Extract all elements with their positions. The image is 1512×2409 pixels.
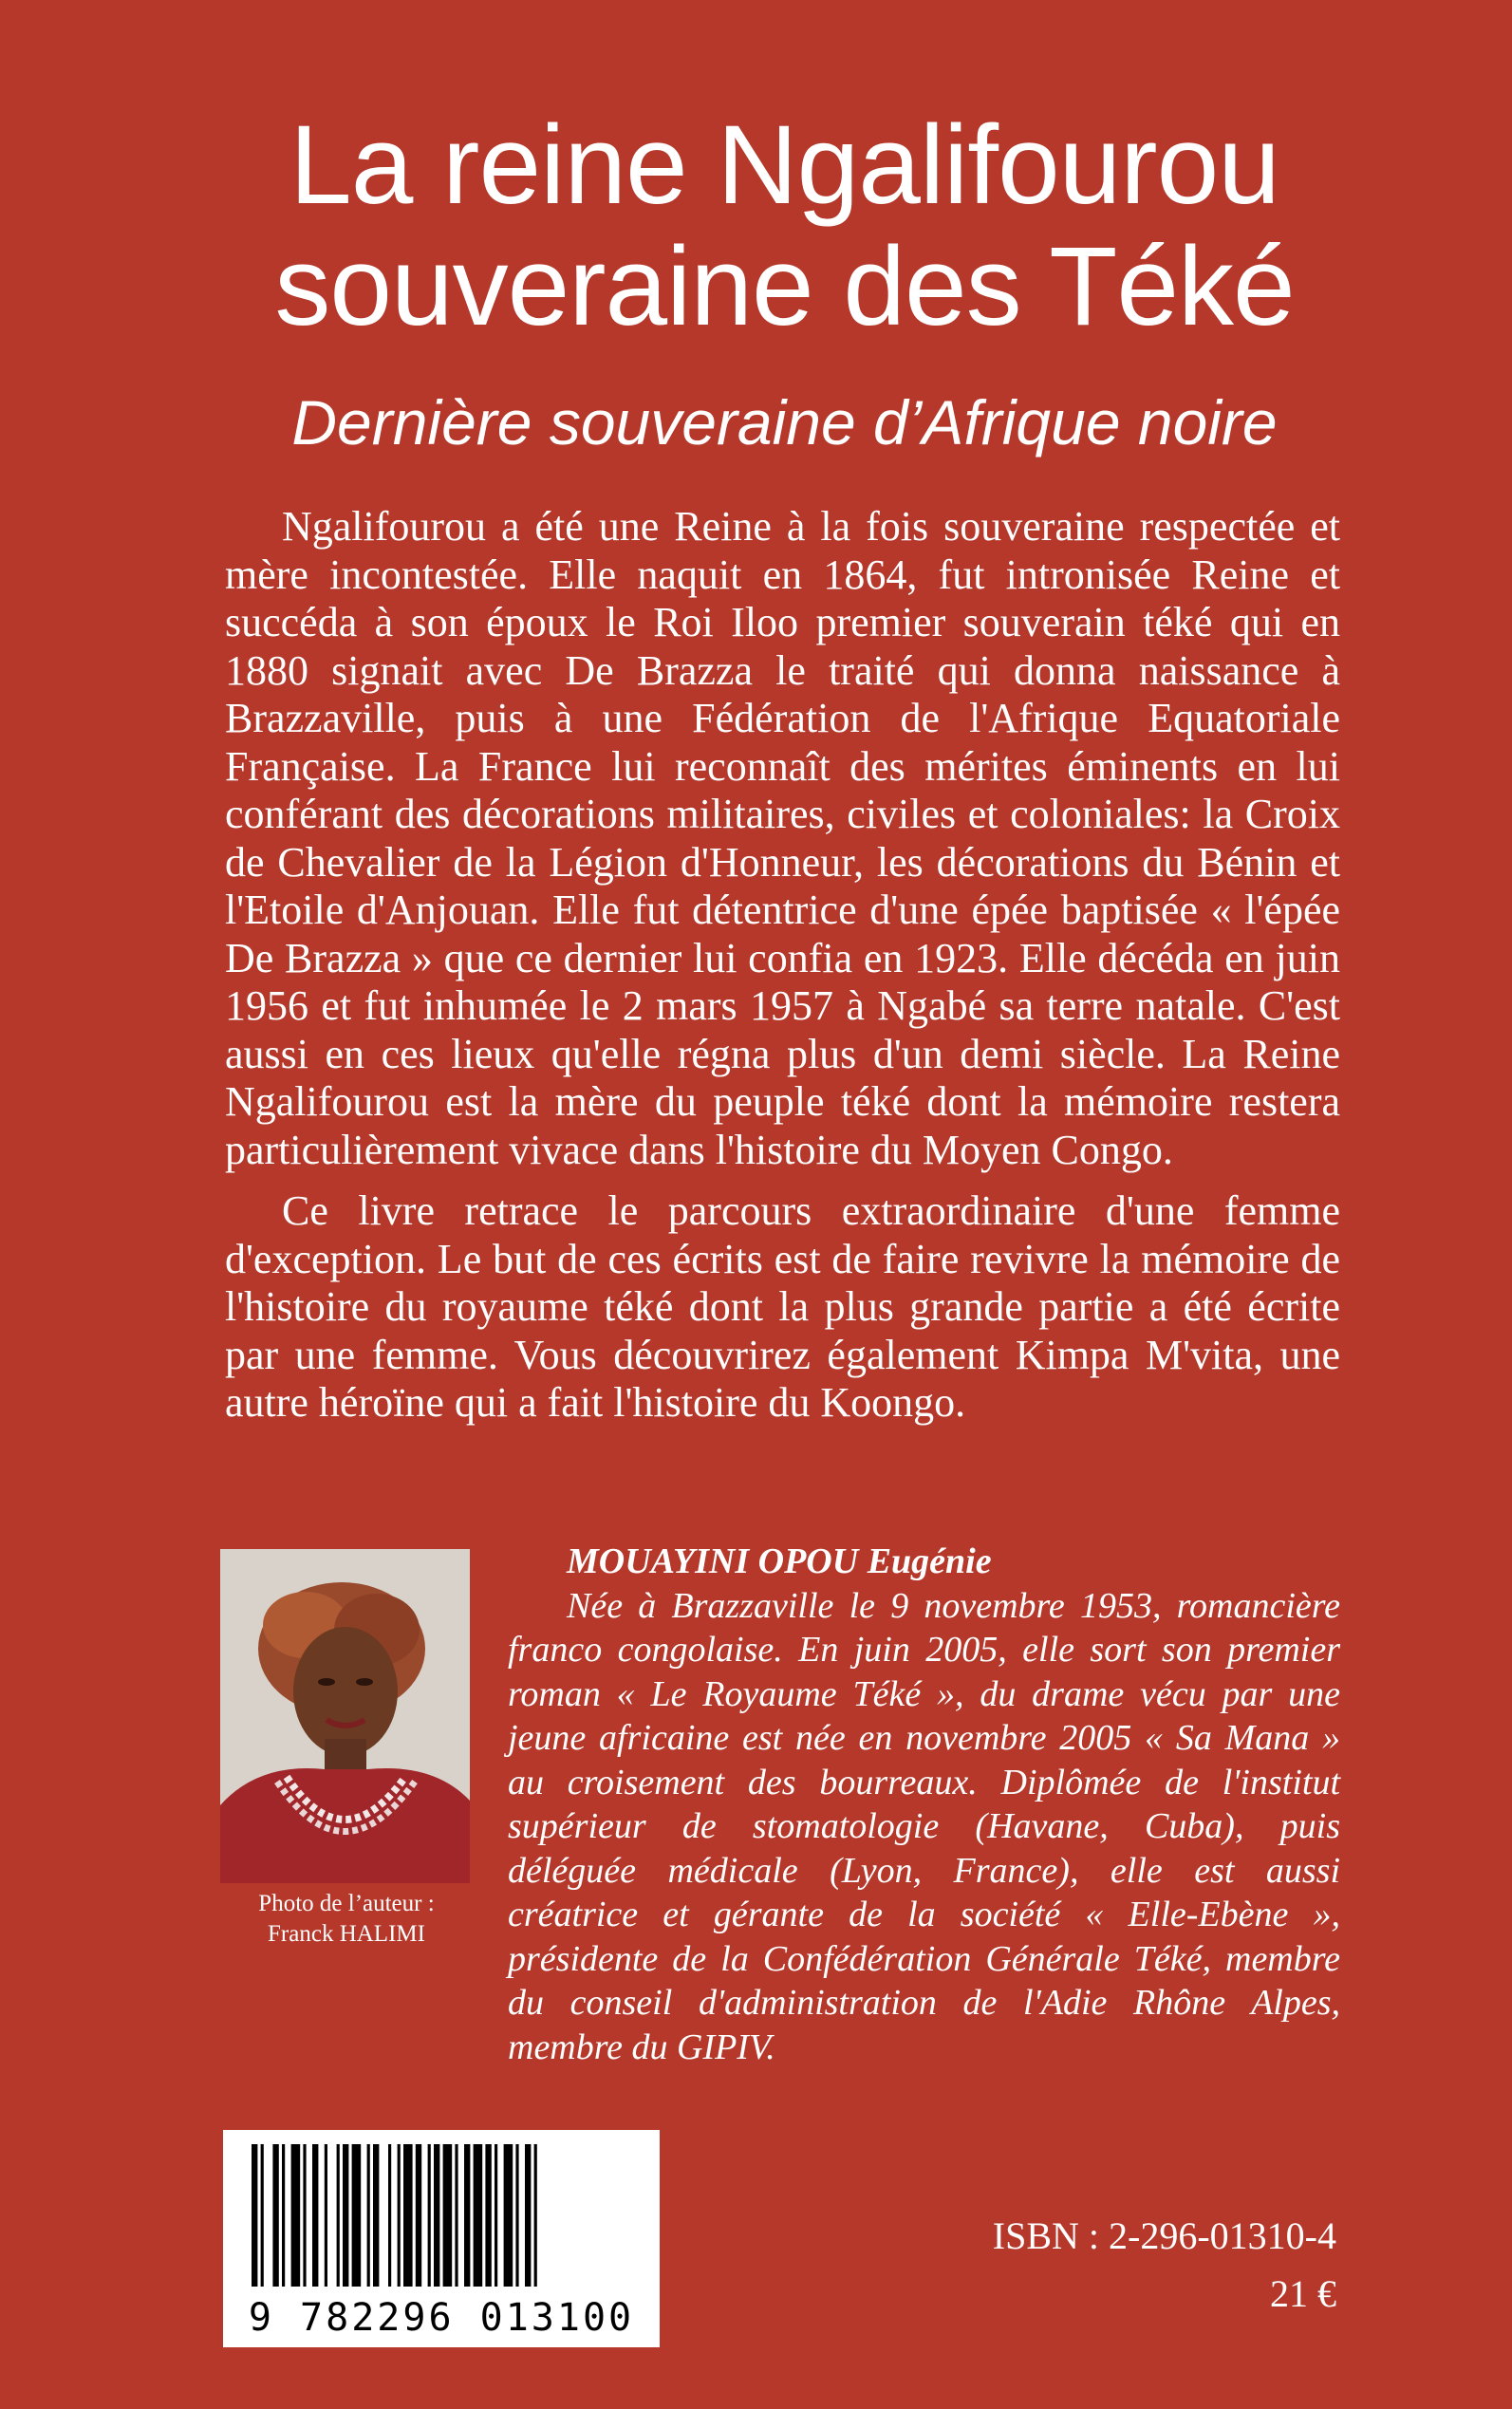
author-photo (220, 1549, 470, 1883)
book-title (0, 104, 1512, 347)
summary-text (225, 503, 1340, 1428)
photo-caption-line-1: Photo de l’auteur : (258, 1891, 435, 1916)
book-subtitle: Dernière souveraine d’Afrique noire (291, 387, 1278, 458)
summary-paragraph: Ngalifourou a été une Reine à la fois souveraine respectée et mère incontestée. Elle naquit en 1864, fut intronisée Reine et succéda à son époux le Roi Iloo premier souverain téké qui en 1880 signait avec De Brazza le traité qui donna naissance à Brazzaville, puis à une Fédération de l'Afrique Equatoriale Française. La France lui reconnaît des mérites éminents en lui conférant des décorations militaires, civiles et coloniales: la Croix de Chevalier de la Légion d'Honneur, les décorations du Bénin et l'Etoile d'Anjouan. Elle fut détentrice d'une épée baptisée « l'épée De Brazza » que ce dernier lui confia en 1923. Elle décéda en juin 1956 et fut inhumée le 2 mars 1957 à Ngabé sa terre natale. C'est aussi en ces lieux qu'elle régna plus d'un demi siècle. La Reine Ngalifourou est la mère du peuple téké dont la mémoire restera particulièrement vivace dans l'histoire du Moyen Congo. (225, 503, 1340, 1173)
summary-paragraph: Ce livre retrace le parcours extraordinaire d'une femme d'exception. Le but de ces écrits est de faire revivre la mémoire de l'histoire du royaume téké dont la plus grande partie a été écrite par une femme. Vous découvrirez également Kimpa M'vita, une autre héroïne qui a fait l'histoire du Koongo. (225, 1187, 1340, 1426)
book-title-line-1: La reine Ngalifourou (289, 103, 1279, 228)
book-title-line-2: souveraine des Téké (274, 224, 1295, 349)
photo-caption (199, 1889, 494, 1950)
isbn: ISBN : 2-296-01310-4 (992, 2214, 1336, 2257)
photo-caption-line-2: Franck HALIMI (268, 1921, 425, 1947)
barcode-digits: 9 782296 013100 (248, 2296, 635, 2340)
author-name: MOUAYINI OPOU Eugénie (567, 1541, 992, 1581)
author-bio (508, 1540, 1340, 2069)
barcode (223, 2130, 660, 2347)
barcode-bars (252, 2144, 631, 2287)
author-bio-text: Née à Brazzaville le 9 novembre 1953, romancière franco congolaise. En juin 2005, elle sort son premier roman « Le Royaume Téké », du drame vécu par une jeune africaine est née en novembre 2005 « Sa Mana » au croisement des bourreaux. Diplômée de l'institut supérieur de stomatologie (Havane, Cuba), puis déléguée médicale (Lyon, France), elle est aussi créatrice et gérante de la société « Elle-Ebène », présidente de la Confédération Générale Téké, membre du conseil d'administration de l'Adie Rhône Alpes, membre du GIPIV. (508, 1585, 1340, 2067)
price: 21 € (1270, 2272, 1336, 2315)
